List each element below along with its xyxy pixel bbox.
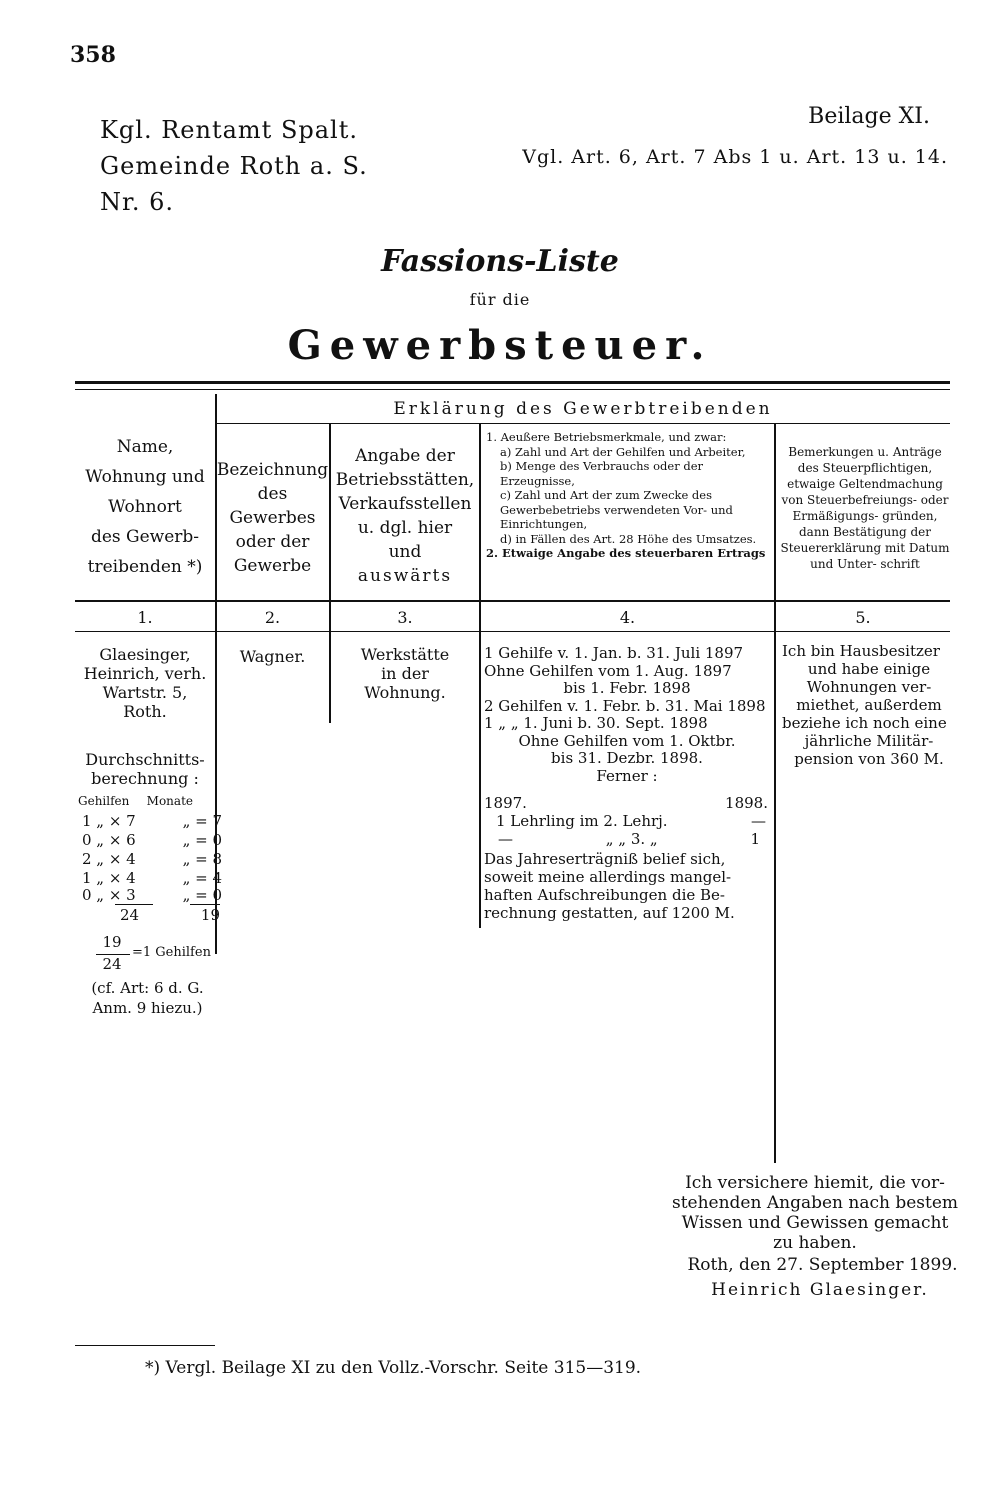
apprentice-row [498,830,760,849]
column-divider [479,423,481,928]
header-line: auswärts [357,566,453,586]
document-subject: Gewerbsteuer. [287,322,713,369]
remarks-line: Wohnungen ver- [806,678,932,696]
location-line: in der [381,664,429,683]
office-line: Gemeinde Roth a. S. [100,152,368,180]
declaration-line: Ich versichere hiemit, die vor- [685,1173,945,1193]
detail-line: bis 31. Dezbr. 1898. [551,749,703,767]
calc-note [75,978,220,1018]
header-line: oder der [235,532,310,552]
location-line: Wohnung. [364,683,446,702]
calc-cell: „ = 7 [182,812,222,830]
calc-note-line: (cf. Art: 6 d. G. [91,979,204,997]
header-line: und [388,542,422,562]
header-line: 1. Aeußere Betriebsmerkmale, und zwar: [486,430,727,444]
header-line: u. dgl. hier [357,518,453,538]
header-line: d) in Fällen des Art. 28 Höhe des Umsatzes. [500,531,757,546]
header-line: b) Menge des Verbrauchs oder der Erzeugnisse, [500,459,704,488]
header-line: des [257,484,288,504]
number-row-rule [75,631,950,632]
document-subtitle: für die [469,290,531,309]
calc-cell: 0 „ × 6 [82,831,136,849]
calc-row [82,886,222,904]
header-line: des Gewerb- [90,527,200,547]
table-top-rule [75,381,950,384]
calc-note-line: Anm. 9 hiezu.) [92,999,203,1017]
calc-row [82,869,222,887]
taxpayer-name [75,645,215,721]
header-line: Bemerkungen u. Anträge des Steuerpflichtigen, etwaige Geltendmachung von Steuerbefreiungs- oder Ermäßigungs- gründen, dann Bestätigung der Steuererklärung mit Datum und Unter- schrift [780,445,950,571]
page-number: 358 [70,42,116,68]
header-line: Betriebsstätten, [335,470,475,490]
col-number: 5. [855,608,871,627]
remarks-line: pension von 360 M. [794,750,944,768]
group-header-rule [216,423,950,424]
income-line: soweit meine allerdings mangel- [484,868,732,886]
detail-line: Ohne Gehilfen vom 1. Aug. 1897 [484,661,732,680]
calc-cell: „ = 4 [182,869,222,887]
column-divider [774,423,776,1163]
header-line: Name, [116,437,174,457]
detail-line: Ohne Gehilfen vom 1. Oktbr. [518,731,736,750]
annual-income [484,850,774,922]
income-line: haften Aufschreibungen die Be- [484,886,725,904]
header-line: Angabe der [355,446,455,466]
article-reference: Vgl. Art. 6, Art. 7 Abs 1 u. Art. 13 u. 14. [522,146,948,168]
header-bottom-rule [75,600,950,602]
calc-row [82,831,222,849]
col-number: 3. [397,608,413,627]
calc-total: 19 [200,906,220,924]
calc-row [82,850,222,868]
apprentice-cell: — [751,812,766,830]
calc-fraction-result: =1 Gehilfen [132,945,211,960]
detail-line: 1 Gehilfe v. 1. Jan. b. 31. Juli 1897 [484,644,744,662]
detail-line: 1 „ „ 1. Juni b. 30. Sept. 1898 [484,714,708,732]
header-line: 2. Etwaige Angabe des steuerbaren Ertrags [486,546,766,560]
employee-details [484,645,770,785]
remarks-line: Ich bin Hausbesitzer [782,642,940,660]
calc-title-line: Durchschnitts- [85,750,205,769]
place-date: Roth, den 27. September 1899. [687,1255,958,1275]
remarks-line: und habe einige [807,660,931,678]
calc-cell: 1 „ × 4 [82,869,136,887]
calc-total: 24 [120,906,140,924]
office-line: Kgl. Rentamt Spalt. [100,116,359,144]
calc-cell: 1 „ × 7 [82,812,136,830]
header-line: Gewerbe [233,556,312,576]
footnote: *) Vergl. Beilage XI zu den Vollz.-Vorschr. Seite 315—319. [145,1358,642,1378]
location-line: Werkstätte [360,645,450,664]
detail-line: Ferner : [596,766,658,785]
col2-header [216,458,329,578]
calc-cell: 2 „ × 4 [82,850,136,868]
header-line: Gewerbes [229,508,316,528]
calc-row [82,812,222,830]
name-line: Heinrich, verh. [83,664,207,683]
calc-cell: 0 „ × 3 [82,886,136,904]
col-number: 2. [264,608,281,627]
apprentice-cell: — [498,830,513,848]
name-line: Glaesinger, [99,645,191,664]
header-line: a) Zahl und Art der Gehilfen und Arbeiter, [500,444,746,459]
calc-title-line: berechnung : [91,769,199,788]
header-line: Verkaufsstellen [338,494,472,514]
business-location [331,645,479,702]
header-line: c) Zahl und Art der zum Zwecke des Gewerbebetriebs verwendeten Vor- und Einrichtungen, [500,488,733,531]
year-label: 1897. [484,794,527,812]
declaration-line: zu haben. [773,1233,857,1253]
calc-totals [120,906,220,924]
header-line: Bezeichnung [216,460,329,480]
col4-header [486,430,770,561]
footnote-rule [75,1345,215,1346]
calc-head [78,794,193,808]
income-line: rechnung gestatten, auf 1200 M. [484,904,735,922]
declaration [670,1173,960,1253]
calc-cell: „ = 0 [182,886,222,904]
office-block [100,112,368,220]
calc-cell: „ = 0 [182,831,222,849]
calc-head-label: Gehilfen [78,794,130,808]
apprentice-cell: 1 [750,830,760,848]
calc-title [75,750,215,788]
calc-sum-rule [115,904,153,905]
apprentice-cell: 1 Lehrling im 2. Lehrj. [496,812,668,830]
header-line: Wohnort [108,497,182,517]
detail-line: bis 1. Febr. 1898 [563,679,691,697]
calc-head-label: Monate [146,794,193,808]
signature: Heinrich Glaesinger. [711,1280,929,1300]
income-line: Das Jahreserträgniß belief sich, [484,850,726,868]
group-header: Erklärung des Gewerbtreibenden [393,399,773,419]
declaration-line: Wissen und Gewissen gemacht [681,1213,949,1233]
col-number: 4. [619,608,636,627]
apprentice-row [496,812,766,831]
calc-fraction-num: 19 [102,933,122,951]
detail-line: 2 Gehilfen v. 1. Febr. b. 31. Mai 1898 [484,696,766,715]
remarks-line: miethet, außerdem [796,696,942,714]
remarks [782,642,956,768]
name-line: Roth. [123,702,167,721]
apprentice-years [484,794,768,813]
apprentice-cell: „ „ 3. „ [605,830,658,848]
calc-sum-rule [190,904,220,905]
trade: Wagner. [239,647,306,666]
col-number: 1. [137,608,153,627]
col5-header [780,444,950,572]
col1-header [75,432,215,582]
beilage-label: Beilage XI. [808,104,930,129]
year-label: 1898. [725,794,768,812]
col3-header [331,444,479,588]
header-line: treibenden *) [87,557,203,577]
table-top-rule-thin [75,389,950,390]
calc-cell: „ = 8 [182,850,222,868]
header-line: Wohnung und [85,467,205,487]
remarks-line: jährliche Militär- [804,732,934,750]
document-title: Fassions-Liste [381,244,619,279]
calc-fraction-den: 24 [102,955,122,973]
declaration-line: stehenden Angaben nach bestem [671,1193,959,1213]
remarks-line: beziehe ich noch eine [782,714,947,732]
office-line: Nr. 6. [100,188,174,216]
name-line: Wartstr. 5, [102,683,188,702]
